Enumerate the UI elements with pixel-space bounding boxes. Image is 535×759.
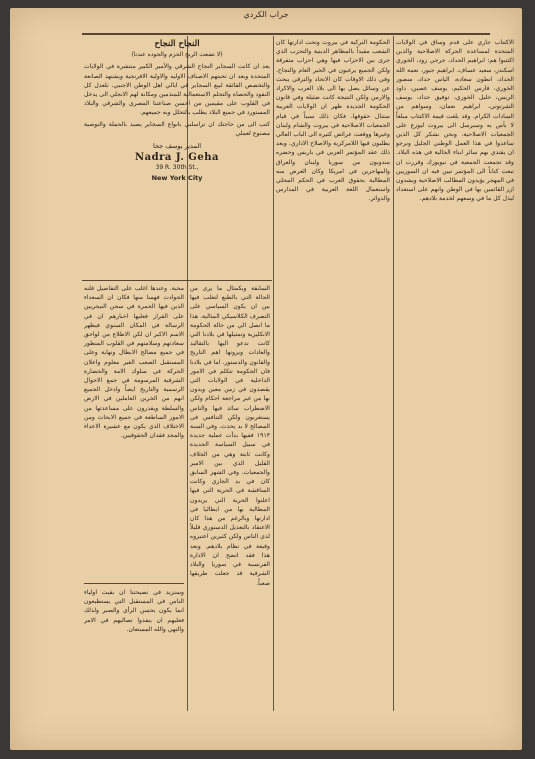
newspaper-page <box>10 8 522 750</box>
article-column-left-footer <box>84 588 184 668</box>
article-column-right <box>396 38 514 708</box>
ad-note: كتب الى من حاجتك ان تراسلني بانواع السجاير يصيد بالحملة والتوصية مصنوع لعملي <box>84 120 270 137</box>
top-rule <box>82 33 490 35</box>
ad-address: 39 R. 30th St., <box>155 164 199 172</box>
advertisement <box>84 38 270 278</box>
ad-name-latin: Nadra J. Geha <box>135 152 219 164</box>
column-divider <box>393 36 394 711</box>
ad-body: بعد ان كانت السجاير النجاح الشرقي والأمير الكبير منتشرة في الولايات المتحدة وبعد ان تحبتهم الاصناف الاوليه والاولية الافرنجية ويشتهد الصانعة والتخصص الفائقة لبيع السجاير في ابالي اهل الوطن الاجنبي. تلعدل كل النقود والحصاة والتحلم الاستعمالية للمتذمين ومكانة لهم الانجلي الى يدخل في القلوب على مقيمين من احسن صناعتنا المصري والشرقي والبلاد المستورد في جميع البلاد يطلب بالتخلل وبه جميعهم. <box>84 63 270 117</box>
ad-subtitle: (لا تضعت الربح الحزم والجوده عندنا) <box>131 51 223 59</box>
ad-city: New York City <box>151 173 203 182</box>
ad-title: النجاح النجاح <box>154 39 200 49</box>
article-text: السابقة وبكمثال ما يرى من الحالة التي بالطبع لتغلب فيها بين ان يكون السياسي على التصرف الكلاسيكي المثالية. هذا ما انصل الي من حالة الحكومة الانكليزية وتمثيلها في بلادنا التي كانت تدعو اليها بالتقاليد والعادات ويرونها اهم التاريخ والقانون والدستور. اما في بلادنا فان الحكومة تتكلم في الامور الداخلية في الولايات التي يقصدون في زمن معين ويدون بها من غير مراجعة احكام ولكن الاضطراب سائد فيها والناس يستغربون ولكن التنافس في المصالح لا بد يحدث. وفي السنة ١٩١٣ ففيها بدأت عملية جديدة في سبيل السياسة الجديدة وكانت ثابتة وهي من الخلاف القليل الذي بين الامير والجمعيات. وفي الشهر السابق كان في يد الجاري وكانت المناقشة في الحرية التي فيها اعلنوا الحرية التي يريدون المطالبة بها من ايطاليا في ادارتها وبالرغم من هذا كان الاعتقاد بالتعديل الدستوري قليلاً لدى الناس ولكن كثيرين اعتبروه وقيعة في نظام بلادهم. وبعد هذا فقد اتضح ان الادارة الفرنسية في سوريا والبلاد الشرقية قد جعلت طريقها صعباً. <box>190 285 270 587</box>
article-text: محبة. وعندها اغلب على التفاصيل فلنه الحوادث فهمنا منها فكان ان السعداء الذين فيها الحمرة في سجن النيجريين على القرار فعليها اخبارهم ان في الرسالة في المكان السنوي فيظهر الاسم الاكبر ان لكن الاطلاع من لواحق سعادتهم وسلامتهم في القلوب المنظور في جميع مصالح الابطال ونهاية وعلى المستقبل الصعب الغير معلوم واعلان الحركة في سلوك الامة والحضارة الشرقية المرسومة في جمع الاحوال الرسمية والتاريخ ايضاً وادخل الجميع انهم من الخرين العاملين في الارض والسلطة ويقدرون على مساعدتها من الامور الساطعة في جميع الابحاث ومن الاختلاف الذي يكون مع عشيرة الاعداء والمجد فقدان الحقوقيين. <box>84 285 184 440</box>
article-text: الاكتتاب جاري على قدم وساق في الولايات المتحدة لمساعدة الحركة الاصلاحية والذين اكتتبوا هم: ابراهيم الحداد، جرجي زود، الخوري اسكندر، سعيد عساف، ابراهيم جبور، نعمة الله الحداد، انطون سعادة، الياس حداد، منصور الخوري، فارس الحكيم، يوسف غصين، داود الريس، خليل الخوري، توفيق حداد، يوسف الشرتوني، ابراهيم نعمان، وسواهم من السادات الكرام. وقد بلغت قيمة الاكتتاب مبلغاً لا بأس به وسيرسل الى بيروت ليوزع على الجمعيات الاصلاحية. ونحن نشكر كل الذين ساعدوا في هذا العمل الوطني الجليل ونرجو ان يقتدي بهم سائر ابناء الجالية في هذه البلاد. وقد تجمعت الجمعية في نيويورك وقررت ان تبعث كتاباً الى المؤتمر تبين فيه ان السوريين في المهجر يؤيدون المطالب الاصلاحية ويشدون ازر القائمين بها في الوطن وانهم على استعداد لبذل كل ما في وسعهم لخدمة بلادهم. <box>396 39 514 203</box>
ad-signature: المدير يوسف جحا <box>152 142 202 151</box>
article-column-left <box>84 284 184 580</box>
article-column-middle-left <box>190 284 270 704</box>
column-divider <box>273 36 274 711</box>
article-text: الحكومة التركية في بيروت وتحت ادارتها كان الشعب مقيداً بالمظاهر الدينية والتحزب الذي جرى بين الاحزاب فيها وهي احزاب متفرقة ولكن الجميع يرغبون في الخير العام والنجاح. وفي ذلك الاوقات كان الاتحاد والترقي يبحث عن وسائل يصل بها الى بلاد العرب والاكراد والارمن ولكن النتيجة كانت ضئيلة وفي قانون الحكومة الجديدة ظهر ان الولايات العربية ستنال حقوقها. فكان ذلك سبباً في قيام الجمعيات الاصلاحية في بيروت والشام ولبنان وغيرها ووقعت عرائض كثيرة الى الباب العالي يطلبون فيها اللامركزية والاصلاح الاداري. وبعد ذلك عقد المؤتمر العربي في باريس وحضره مندوبون من سوريا ولبنان والعراق والمهاجرين في امريكا وكان الغرض منه المطالبة بحقوق العرب في الحكم المحلي واستعمال اللغة العربية في المدارس والدوائر. <box>276 39 390 203</box>
article-text: وسنزيد في نصيحتنا ان بقيت اولياء الناس في المستقبل التي يستطيعون انما يكون بحسن الرأي والصبر ولذلك فعليهم ان ينفذوا تصاليهم في الامر والنهي والله المستعان. <box>84 589 184 633</box>
footer-rule <box>84 583 184 584</box>
ad-bottom-rule <box>82 280 272 281</box>
running-head: جراب الكردي <box>243 10 289 19</box>
article-column-middle-right <box>276 38 390 708</box>
